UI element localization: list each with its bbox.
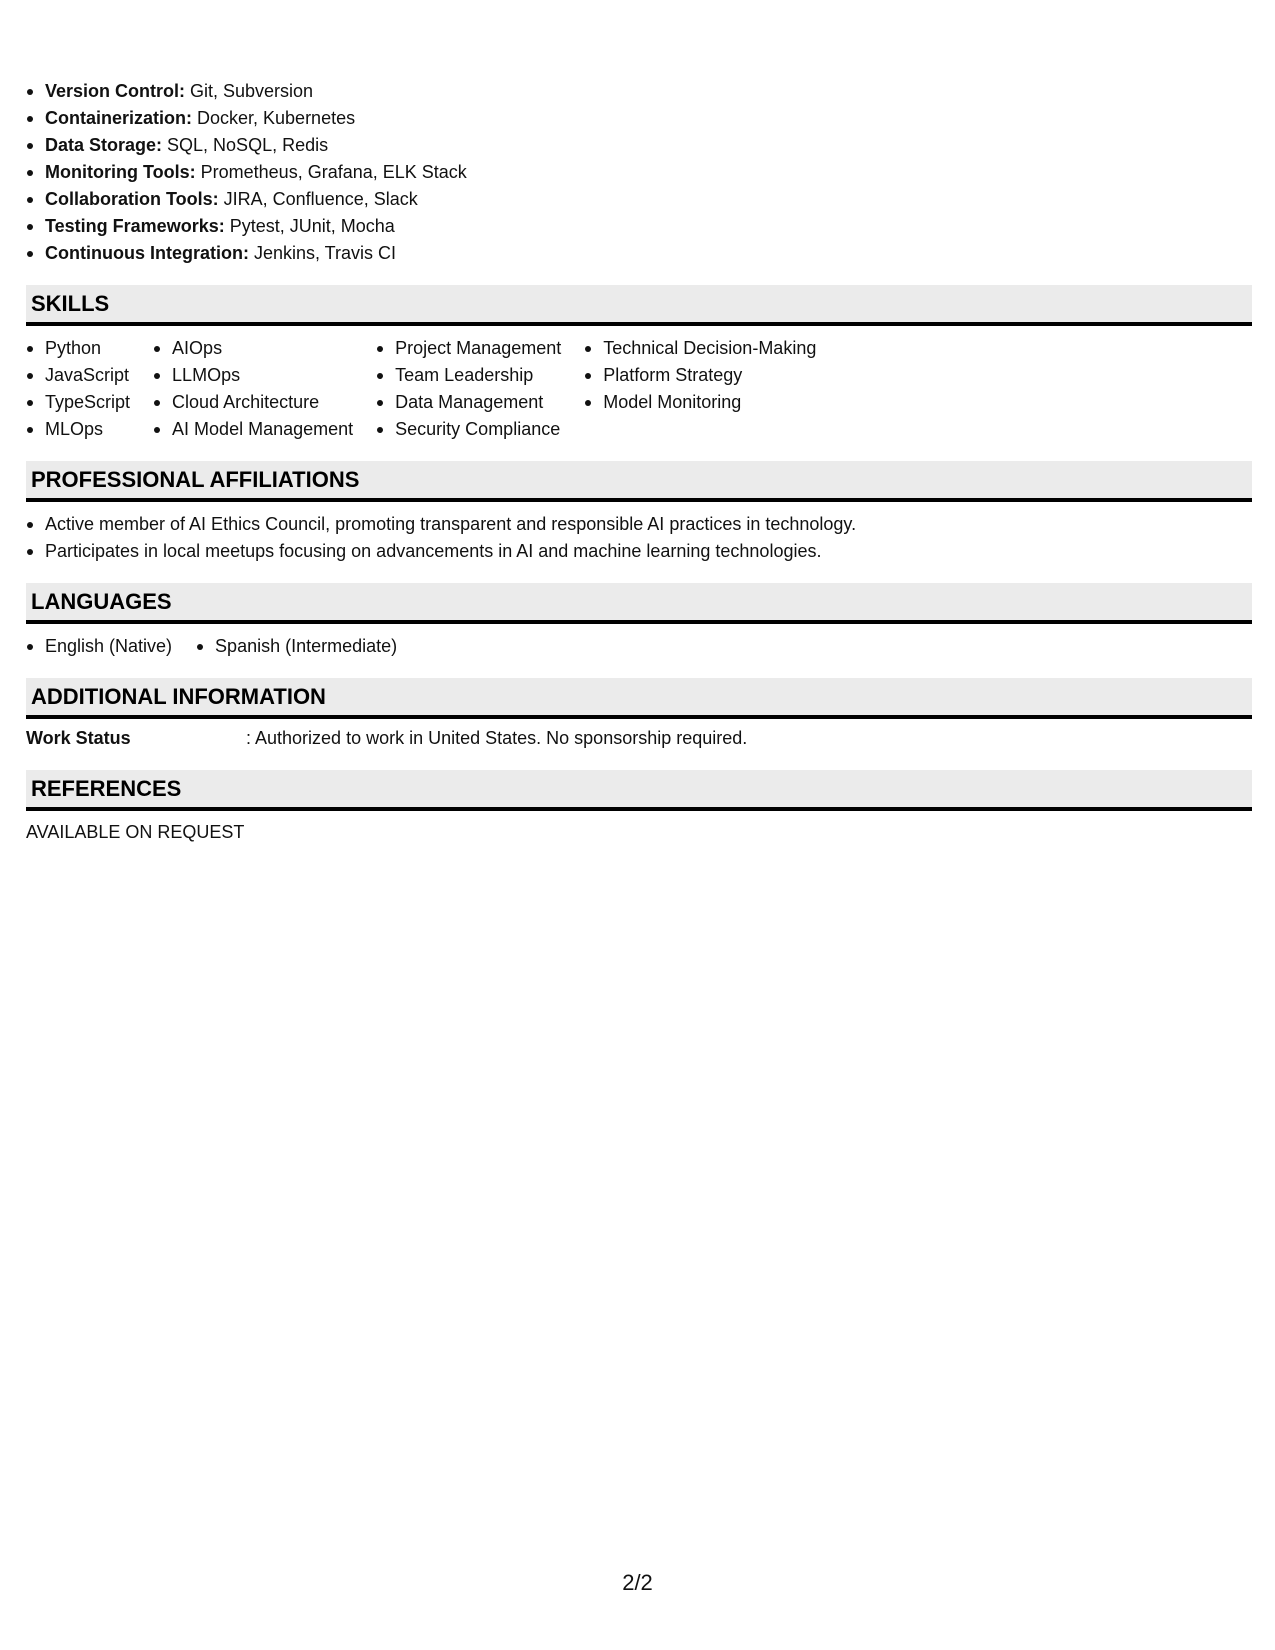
affiliations-list: [26, 511, 1252, 565]
tool-value: Prometheus, Grafana, ELK Stack: [195, 162, 467, 182]
skills-column: [376, 335, 561, 443]
skills-grid: [26, 335, 1252, 443]
tools-item-continuous-integration: [26, 240, 1252, 267]
tools-item-monitoring-tools: [26, 159, 1252, 186]
skills-section-header: [26, 285, 1252, 326]
skill-item: Data Management: [376, 389, 561, 416]
section-title-affiliations: PROFESSIONAL AFFILIATIONS: [31, 467, 360, 492]
tool-label: Continuous Integration:: [45, 243, 249, 263]
tool-value: Jenkins, Travis CI: [248, 243, 397, 263]
tool-value: Docker, Kubernetes: [192, 108, 356, 128]
tool-label: Testing Frameworks:: [45, 216, 225, 236]
skill-item: Platform Strategy: [584, 362, 816, 389]
skill-item: Cloud Architecture: [153, 389, 353, 416]
tool-label: Version Control:: [45, 81, 186, 101]
skill-item: Security Compliance: [376, 416, 561, 443]
tool-value: SQL, NoSQL, Redis: [162, 135, 329, 155]
languages-section-header: [26, 583, 1252, 624]
section-title-skills: SKILLS: [31, 291, 110, 316]
tool-label: Monitoring Tools:: [45, 162, 196, 182]
resume-page: [26, 78, 1252, 846]
tools-item-version-control: [26, 78, 1252, 105]
section-title-languages: LANGUAGES: [31, 589, 172, 614]
section-title-additional-info: ADDITIONAL INFORMATION: [31, 684, 326, 709]
references-section-header: [26, 770, 1252, 811]
work-status-row: [26, 725, 1252, 752]
skill-item: LLMOps: [153, 362, 353, 389]
skill-item: AIOps: [153, 335, 353, 362]
skills-column: [153, 335, 353, 443]
additional-info-section-header: [26, 678, 1252, 719]
language-item: English (Native): [26, 633, 172, 660]
language-item: Spanish (Intermediate): [196, 633, 397, 660]
tool-value: Pytest, JUnit, Mocha: [224, 216, 395, 236]
skill-item: Model Monitoring: [584, 389, 816, 416]
tool-value: Git, Subversion: [185, 81, 314, 101]
tools-item-containerization: [26, 105, 1252, 132]
skill-item: Python: [26, 335, 130, 362]
skills-column: [26, 335, 130, 443]
page-number: 2/2: [622, 1570, 653, 1595]
skill-item: Team Leadership: [376, 362, 561, 389]
tool-value: JIRA, Confluence, Slack: [218, 189, 418, 209]
tools-list: [26, 78, 1252, 267]
skill-item: Project Management: [376, 335, 561, 362]
skill-item: JavaScript: [26, 362, 130, 389]
skill-item: Technical Decision-Making: [584, 335, 816, 362]
skill-item: MLOps: [26, 416, 130, 443]
tools-item-collaboration-tools: [26, 186, 1252, 213]
affiliation-item: Active member of AI Ethics Council, promoting transparent and responsible AI practices in technology.: [26, 511, 1252, 538]
tools-item-testing-frameworks: [26, 213, 1252, 240]
skill-item: TypeScript: [26, 389, 130, 416]
tool-label: Collaboration Tools:: [45, 189, 219, 209]
tools-item-data-storage: [26, 132, 1252, 159]
work-status-value: : Authorized to work in United States. No sponsorship required.: [246, 728, 748, 748]
references-text: AVAILABLE ON REQUEST: [26, 822, 245, 842]
section-title-references: REFERENCES: [31, 776, 182, 801]
languages-list: [26, 633, 1252, 660]
tool-label: Data Storage:: [45, 135, 163, 155]
skills-column: [584, 335, 816, 443]
skill-item: AI Model Management: [153, 416, 353, 443]
work-status-label: Work Status: [26, 728, 131, 748]
affiliation-item: Participates in local meetups focusing on advancements in AI and machine learning technologies.: [26, 538, 1252, 565]
affiliations-section-header: [26, 461, 1252, 502]
tool-label: Containerization:: [45, 108, 192, 128]
